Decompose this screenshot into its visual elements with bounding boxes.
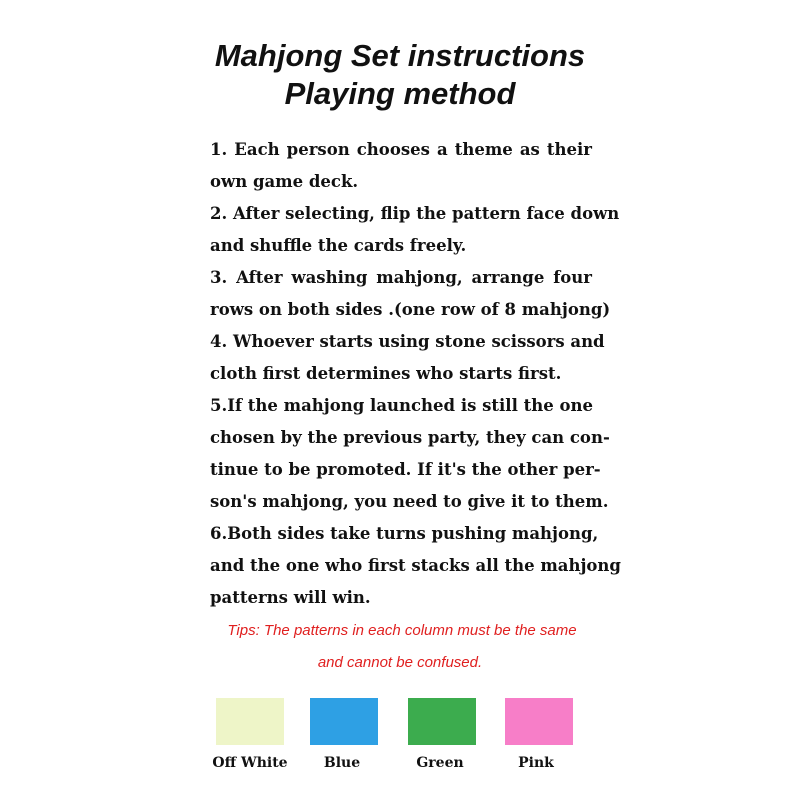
instruction-line: and the one who first stacks all the mahjong — [210, 556, 621, 575]
swatch-label-green: Green — [416, 755, 464, 771]
instruction-line: patterns will win. — [210, 588, 371, 607]
instruction-line: 6.Both sides take turns pushing mahjong, — [210, 524, 599, 543]
instruction-line: 5.If the mahjong launched is still the one — [210, 396, 593, 415]
instructions-text — [210, 134, 621, 614]
tips-line-2: and cannot be confused. — [317, 654, 483, 671]
instruction-line: rows on both sides .(one row of 8 mahjong) — [210, 300, 611, 319]
instruction-line: 1. Each person chooses a theme as their — [210, 140, 592, 159]
swatch-label-blue: Blue — [323, 755, 361, 771]
instruction-line: son's mahjong, you need to give it to them. — [210, 492, 609, 511]
swatch-off-white — [216, 698, 284, 745]
swatch-label-off-white: Off White — [212, 755, 288, 771]
swatch-label-pink: Pink — [518, 755, 554, 771]
swatch-pink — [505, 698, 573, 745]
instruction-line: cloth first determines who starts first. — [210, 364, 562, 383]
instruction-line: tinue to be promoted. If it's the other per- — [210, 460, 601, 479]
instruction-line: 2. After selecting, flip the pattern face down — [210, 204, 620, 223]
title-line-1: Mahjong Set instructions — [214, 38, 586, 73]
tips-line-1: Tips: The patterns in each column must be the same — [227, 622, 577, 639]
instruction-line: and shuffle the cards freely. — [210, 236, 467, 255]
instruction-line: 4. Whoever starts using stone scissors and — [210, 332, 605, 351]
instruction-line: own game deck. — [210, 172, 359, 191]
instruction-line: chosen by the previous party, they can con- — [210, 428, 610, 447]
swatch-green — [408, 698, 476, 745]
title-line-2: Playing method — [284, 76, 516, 111]
instruction-line: 3. After washing mahjong, arrange four — [210, 268, 592, 287]
swatch-blue — [310, 698, 378, 745]
